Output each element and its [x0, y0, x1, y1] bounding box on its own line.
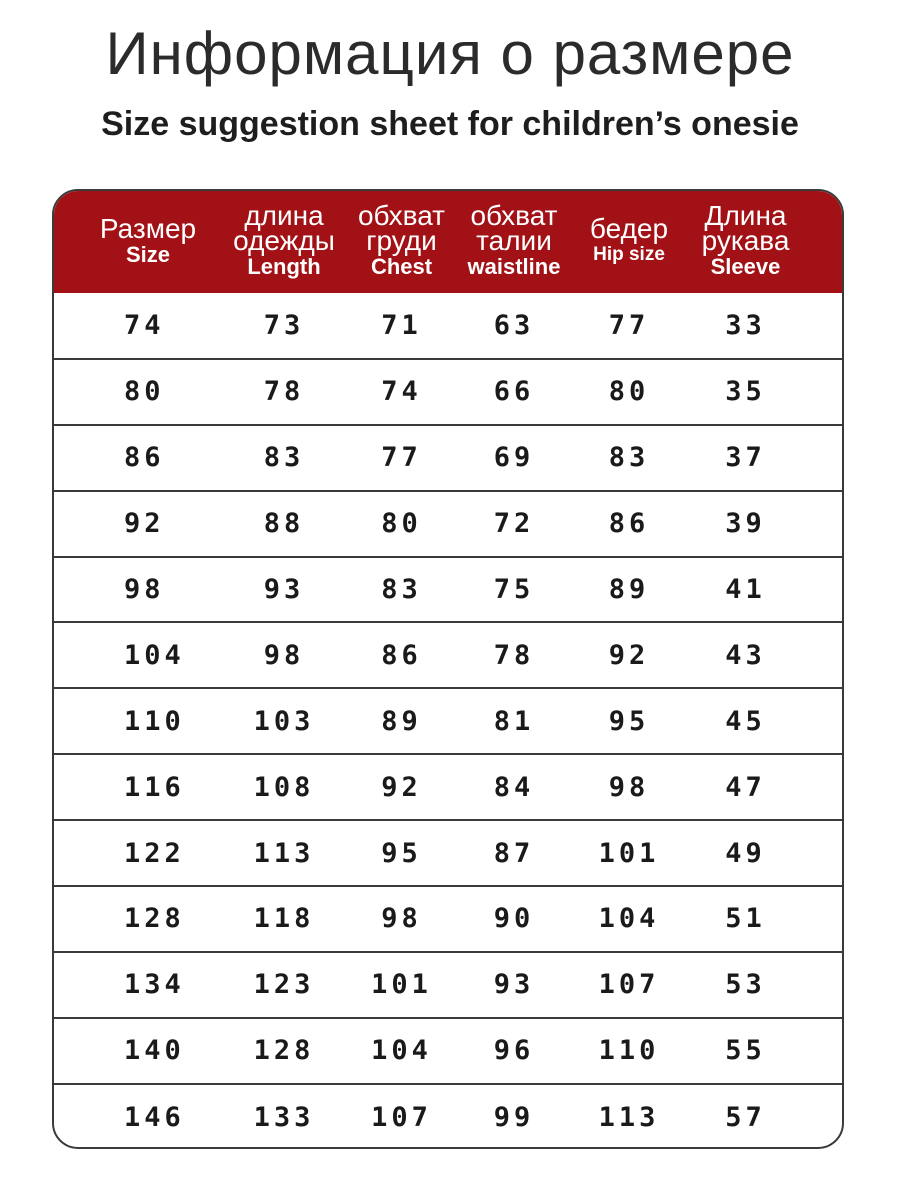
cell-hip: 92	[608, 639, 650, 671]
cell-sleeve: 47	[725, 771, 766, 803]
header-label-ru: бедер	[589, 212, 669, 244]
header-waist	[459, 191, 569, 293]
cell-sleeve: 39	[725, 508, 766, 540]
cell-chest: 83	[381, 574, 422, 605]
cell-chest: 89	[381, 705, 422, 737]
cell-chest: 71	[381, 309, 422, 341]
cell-size: 98	[124, 574, 165, 605]
cell-waist: 66	[493, 376, 535, 408]
cell-length: 73	[263, 309, 305, 341]
cell-hip: 80	[608, 376, 650, 408]
header-label-en: waistline	[467, 254, 561, 279]
cell-size: 92	[124, 508, 165, 540]
page-title: Информация о размере	[105, 20, 795, 87]
table-row	[54, 1084, 842, 1149]
table-header-row	[54, 191, 842, 293]
cell-hip: 89	[608, 574, 650, 605]
cell-chest: 74	[381, 376, 422, 408]
table-row	[54, 622, 842, 688]
table-body	[54, 293, 842, 1149]
cell-length: 83	[263, 442, 305, 474]
cell-length: 98	[263, 639, 305, 671]
cell-waist: 90	[493, 903, 535, 935]
cell-length: 113	[253, 837, 315, 869]
cell-waist: 96	[493, 1035, 535, 1067]
cell-chest: 95	[381, 837, 422, 869]
cell-size: 122	[124, 837, 185, 869]
cell-hip: 98	[608, 771, 650, 803]
cell-sleeve: 37	[725, 442, 766, 474]
table-row	[54, 425, 842, 491]
header-label-ru: обхват талии	[470, 200, 558, 256]
cell-hip: 110	[598, 1035, 660, 1067]
cell-chest: 107	[371, 1101, 432, 1133]
cell-waist: 87	[493, 837, 535, 869]
header-label-ru: длина одежды	[233, 200, 335, 256]
table-row	[54, 820, 842, 886]
table-row	[54, 1018, 842, 1084]
page-subtitle: Size suggestion sheet for children’s onesie	[101, 105, 799, 143]
cell-chest: 101	[371, 969, 432, 1001]
table-row	[54, 359, 842, 425]
cell-length: 93	[263, 574, 305, 605]
cell-length: 118	[253, 903, 315, 935]
header-label-en: Sleeve	[710, 254, 781, 279]
cell-hip: 101	[598, 837, 660, 869]
header-length	[224, 191, 344, 293]
cell-length: 103	[253, 705, 315, 737]
size-table	[54, 191, 842, 1149]
cell-waist: 99	[493, 1101, 535, 1133]
cell-size: 116	[124, 771, 185, 803]
cell-hip: 107	[598, 969, 660, 1001]
table-row	[54, 886, 842, 952]
header-label-en: Chest	[370, 254, 433, 279]
cell-size: 80	[124, 376, 165, 408]
cell-length: 133	[253, 1101, 315, 1133]
cell-sleeve: 55	[725, 1035, 766, 1067]
cell-size: 74	[124, 309, 165, 341]
cell-hip: 86	[608, 508, 650, 540]
cell-sleeve: 49	[725, 837, 766, 869]
cell-length: 88	[263, 508, 305, 540]
cell-size: 146	[124, 1101, 185, 1133]
header-sleeve	[689, 191, 842, 293]
cell-hip: 95	[608, 705, 650, 737]
cell-waist: 78	[493, 639, 535, 671]
header-label-en: Length	[247, 254, 321, 279]
cell-chest: 80	[381, 508, 422, 540]
cell-hip: 113	[598, 1101, 660, 1133]
cell-sleeve: 51	[725, 903, 766, 935]
header-size	[54, 191, 224, 293]
size-chart	[52, 189, 844, 1149]
header-label-en: Hip size	[593, 243, 665, 265]
header-label-ru: обхват груди	[357, 200, 446, 256]
cell-size: 104	[124, 639, 185, 671]
header-label-ru: Длина рукава	[701, 200, 790, 256]
table-row	[54, 491, 842, 557]
cell-size: 110	[124, 705, 185, 737]
cell-length: 78	[263, 376, 305, 408]
cell-length: 123	[253, 969, 315, 1001]
header-label-ru: Размер	[99, 212, 197, 244]
cell-chest: 77	[381, 442, 422, 474]
cell-waist: 93	[493, 969, 535, 1001]
cell-sleeve: 57	[725, 1101, 766, 1133]
cell-waist: 75	[493, 574, 535, 605]
cell-length: 128	[253, 1035, 315, 1067]
cell-hip: 104	[598, 903, 660, 935]
cell-hip: 83	[608, 442, 650, 474]
cell-waist: 81	[493, 705, 535, 737]
cell-chest: 92	[381, 771, 422, 803]
header-hip	[569, 191, 689, 293]
cell-sleeve: 53	[725, 969, 766, 1001]
table-row	[54, 557, 842, 623]
cell-size: 140	[124, 1035, 185, 1067]
table-row	[54, 688, 842, 754]
cell-waist: 69	[493, 442, 535, 474]
table-row	[54, 754, 842, 820]
cell-chest: 104	[371, 1035, 432, 1067]
cell-sleeve: 41	[725, 574, 766, 605]
cell-waist: 84	[493, 771, 535, 803]
cell-waist: 63	[493, 309, 535, 341]
cell-sleeve: 45	[725, 705, 766, 737]
cell-waist: 72	[493, 508, 535, 540]
cell-size: 128	[124, 903, 185, 935]
cell-sleeve: 33	[725, 309, 766, 341]
cell-sleeve: 43	[725, 639, 766, 671]
cell-length: 108	[253, 771, 315, 803]
cell-sleeve: 35	[725, 376, 766, 408]
cell-chest: 98	[381, 903, 422, 935]
cell-chest: 86	[381, 639, 422, 671]
table-row	[54, 952, 842, 1018]
cell-size: 86	[124, 442, 165, 474]
table-row	[54, 293, 842, 359]
cell-hip: 77	[608, 309, 650, 341]
cell-size: 134	[124, 969, 185, 1001]
header-chest	[344, 191, 459, 293]
header-label-en: Size	[125, 241, 171, 267]
